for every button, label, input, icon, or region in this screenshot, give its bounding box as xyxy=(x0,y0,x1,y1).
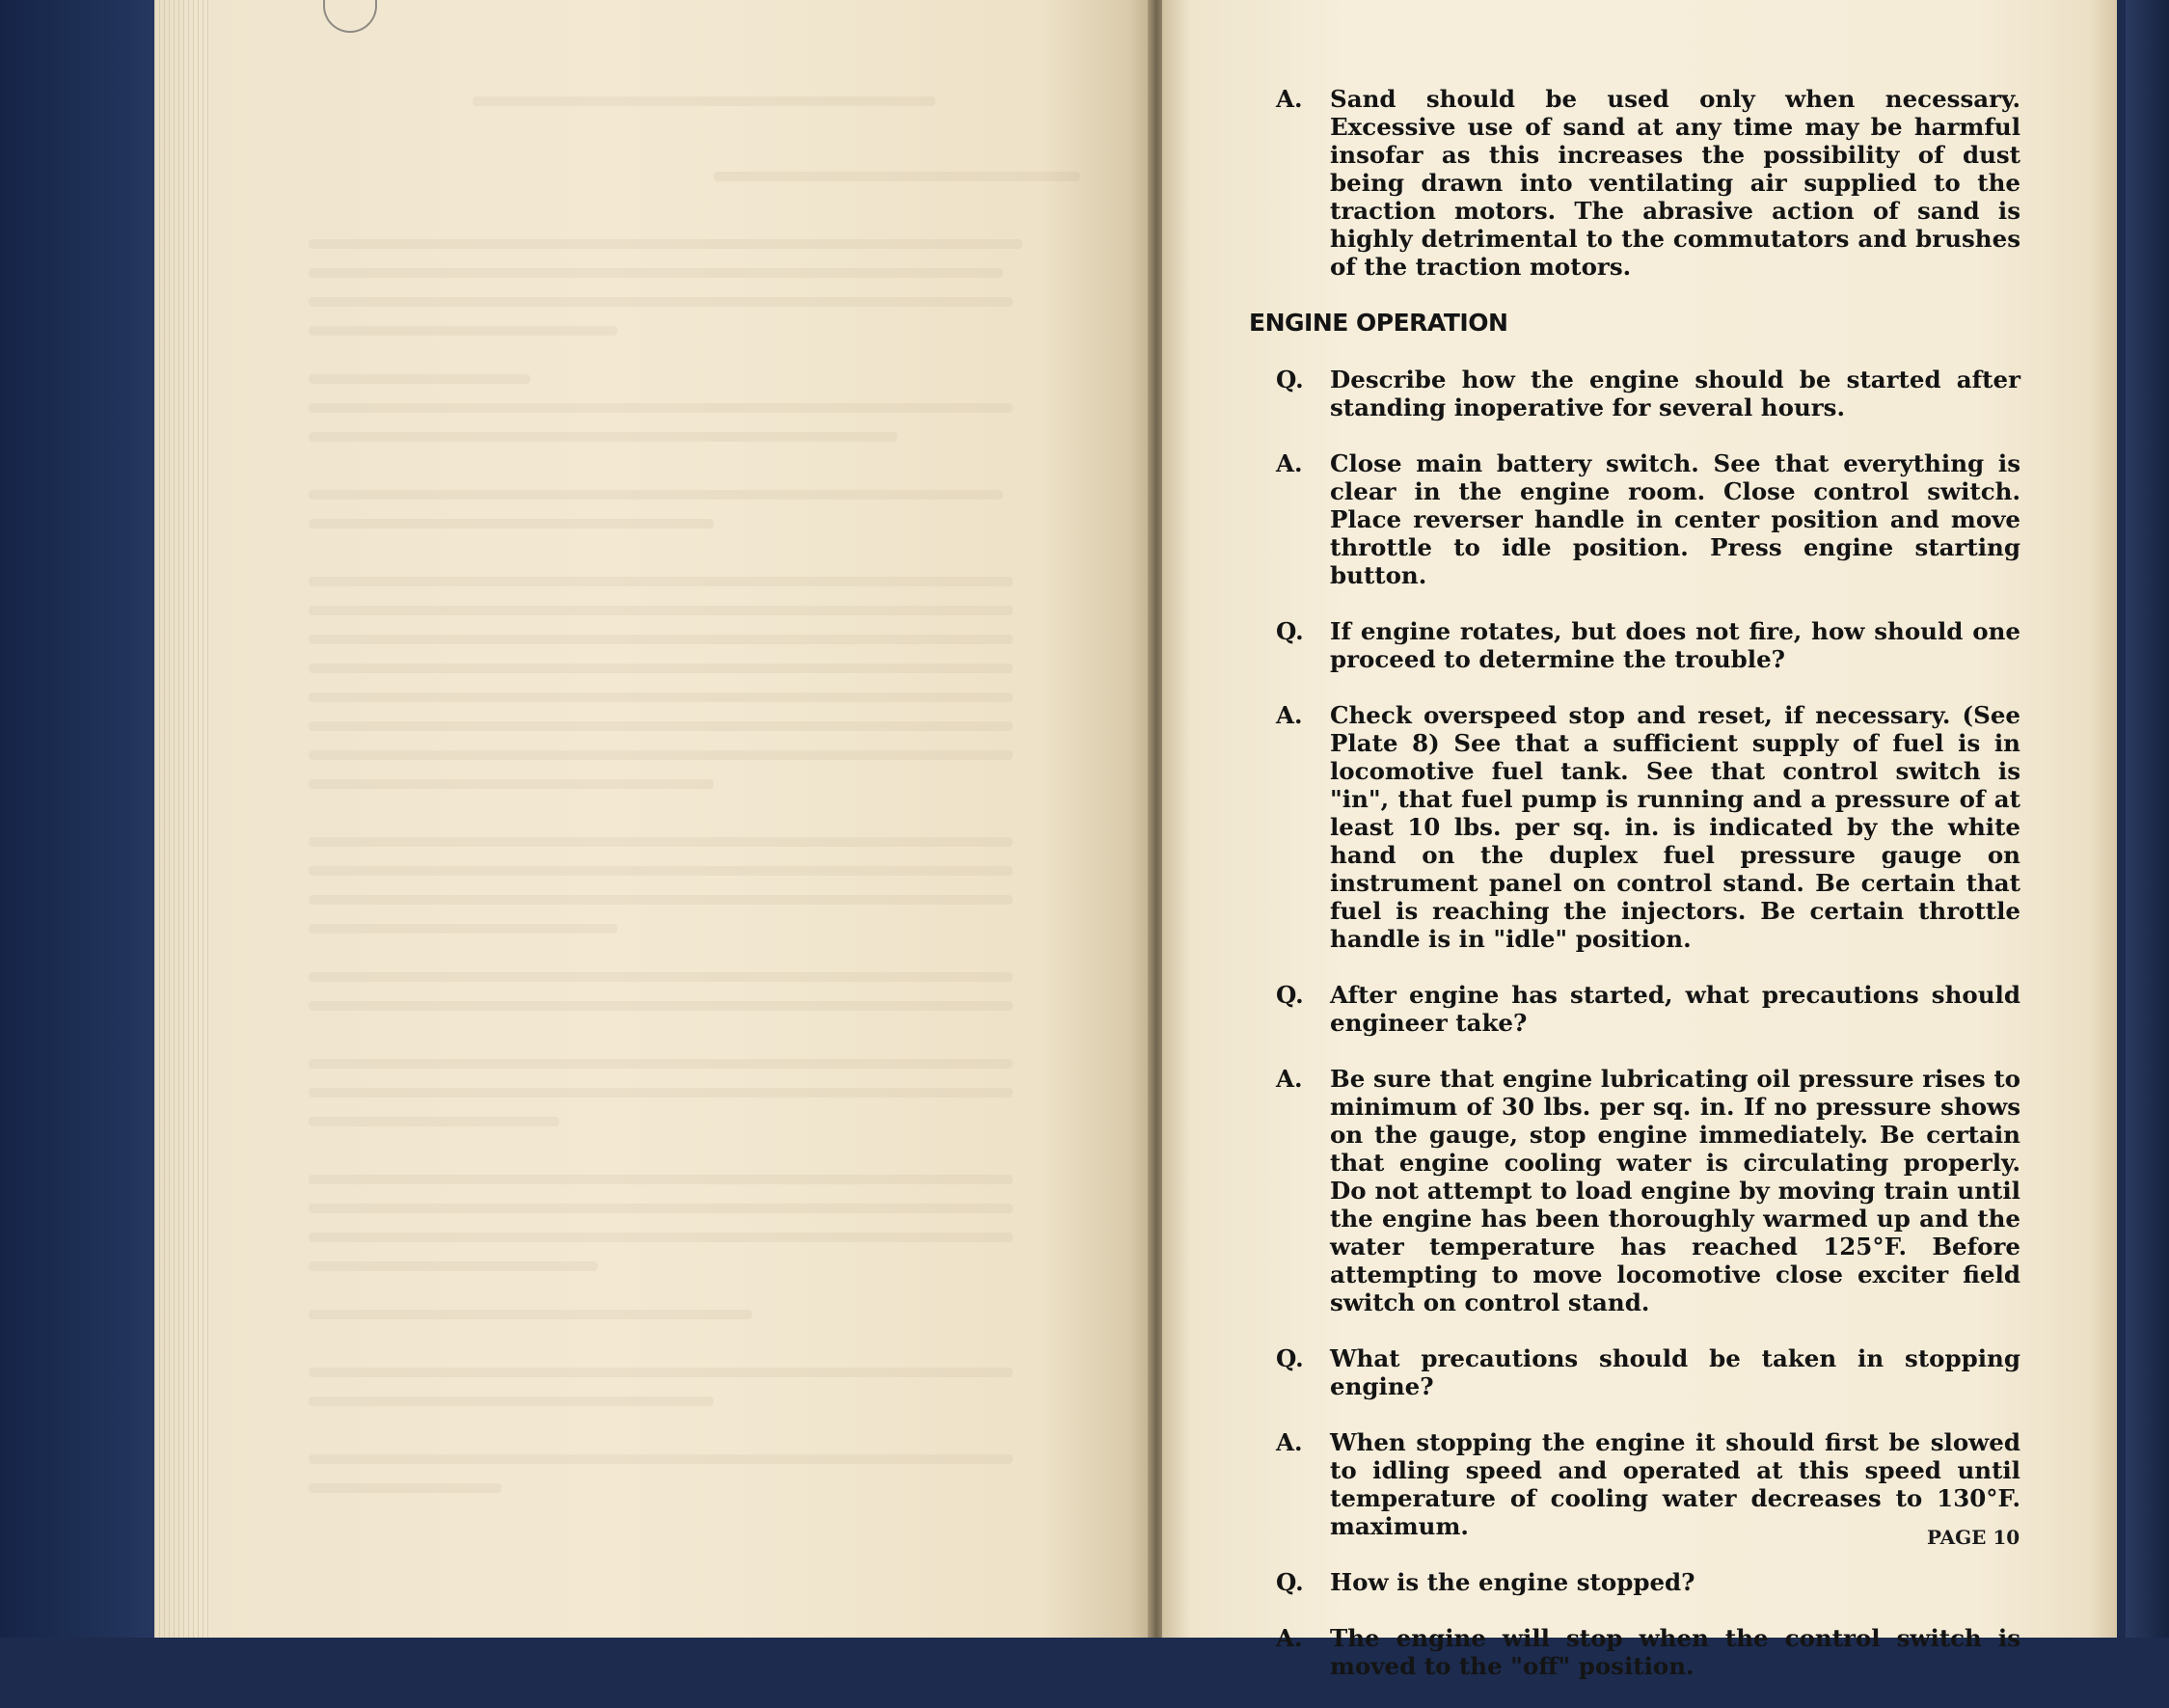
qa-text: How is the engine stopped? xyxy=(1330,1568,1695,1596)
qa-mark: A. xyxy=(1276,701,1303,729)
qa-mark: A. xyxy=(1276,1624,1303,1652)
qa-mark: Q. xyxy=(1276,981,1304,1009)
qa-mark: Q. xyxy=(1276,1568,1304,1596)
answer-block xyxy=(1249,449,2020,589)
question-block xyxy=(1249,366,2020,421)
qa-text: Close main battery switch. See that everything is clear in the engine room. Close control switch. Place reverser handle in center position and move throttle to idle position. Press engine starting button. xyxy=(1330,449,2020,589)
qa-text: The engine will stop when the control switch is moved to the "off" position. xyxy=(1330,1624,2020,1680)
qa-mark: Q. xyxy=(1276,366,1304,393)
section-heading: ENGINE OPERATION xyxy=(1249,309,1508,337)
question-block xyxy=(1249,1344,2020,1400)
question-block xyxy=(1249,1568,2020,1596)
page-number: PAGE 10 xyxy=(1927,1526,2020,1549)
qa-mark: A. xyxy=(1276,1065,1303,1093)
answer-block xyxy=(1249,85,2020,281)
qa-mark: Q. xyxy=(1276,1344,1304,1372)
qa-text: What precautions should be taken in stopping engine? xyxy=(1330,1344,2020,1400)
qa-text: Check overspeed stop and reset, if necessary. (See Plate 8) See that a sufficient supply of fuel is in locomotive fuel tank. See that control switch is "in", that fuel pump is running and a pressure of at least 10 lbs. per sq. in. is indicated by the white hand on the duplex fuel pressure gauge on instrument panel on control stand. Be certain that fuel is reaching the injectors. Be certain throttle handle is in "idle" position. xyxy=(1330,701,2020,953)
answer-block xyxy=(1249,1065,2020,1316)
qa-text: Sand should be used only when necessary. Excessive use of sand at any time may be harmful insofar as this increases the possibility of dust being drawn into ventilating air supplied to the traction motors. The abrasive action of sand is highly detrimental to the commutators and brushes of the traction motors. xyxy=(1330,85,2020,281)
qa-mark: A. xyxy=(1276,1428,1303,1456)
qa-mark: A. xyxy=(1276,85,1303,113)
question-block xyxy=(1249,981,2020,1037)
answer-block xyxy=(1249,701,2020,953)
qa-text: Describe how the engine should be started after standing inoperative for several hours. xyxy=(1330,366,2020,421)
qa-text: Be sure that engine lubricating oil pressure rises to minimum of 30 lbs. per sq. in. If no pressure shows on the gauge, stop engine immediately. Be certain that engine cooling water is circulating properly. Do not attempt to load engine by moving train until the engine has been thoroughly warmed up and the water temperature has reached 125°F. Before attempting to move locomotive close exciter field switch on control stand. xyxy=(1330,1065,2020,1316)
question-block xyxy=(1249,617,2020,673)
right-cover-edge xyxy=(2126,0,2169,1638)
qa-mark: Q. xyxy=(1276,617,1304,645)
qa-text: When stopping the engine it should first be slowed to idling speed and operated at this speed until temperature of cooling water decreases to 130°F. maximum. xyxy=(1330,1428,2020,1540)
right-page-content xyxy=(1249,85,2020,1708)
left-cover-edge xyxy=(0,0,159,1638)
qa-mark: A. xyxy=(1276,449,1303,477)
qa-text: After engine has started, what precautions should engineer take? xyxy=(1330,981,2020,1037)
answer-block xyxy=(1249,1624,2020,1680)
qa-text: If engine rotates, but does not fire, how should one proceed to determine the trouble? xyxy=(1330,617,2020,673)
answer-block xyxy=(1249,1428,2020,1540)
left-page-edges xyxy=(154,0,212,1638)
